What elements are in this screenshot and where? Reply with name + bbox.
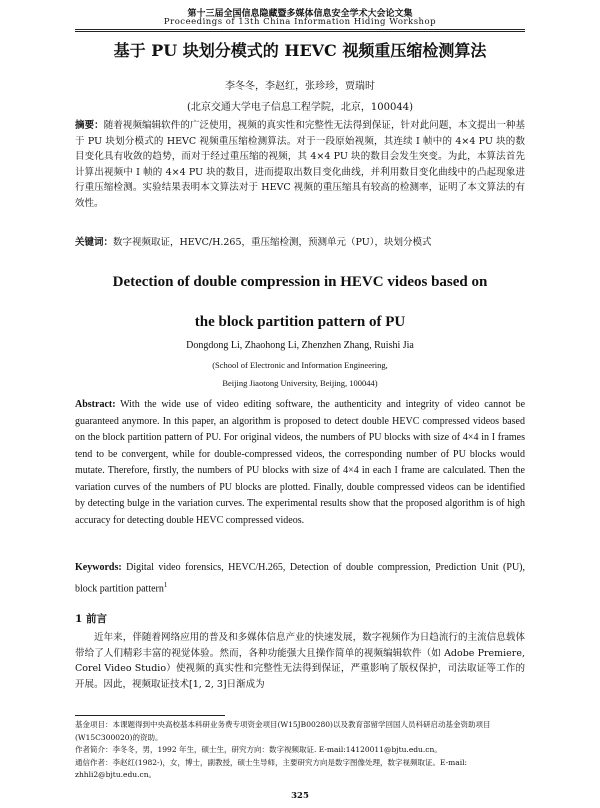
title-en-line2: the block partition pattern of PU [194, 314, 406, 330]
header-rule [75, 29, 525, 30]
footnote-author: 作者简介：李冬冬，男，1992 年生，硕士生，研究方向：数字视频取证. E-mail:14120011@bjtu.edu.cn。 [75, 745, 442, 754]
footnote-corresponding: 通信作者：李赵红(1982-)，女，博士，副教授，硕士生导师，主要研究方向是数字图像处理，数字视频取证。E-mail: zhhli2@bjtu.edu.cn。 [75, 757, 468, 779]
abstract-en-label: Abstract: [75, 399, 116, 410]
section-heading: 1 前言 [75, 613, 107, 625]
header-rule-double [75, 31, 525, 32]
keywords-en-text: Digital video forensics, HEVC/H.265, Detection of double compression, Prediction Unit (PU), block partition pattern [75, 562, 526, 594]
conference-header-cn: 第十三届全国信息隐藏暨多媒体信息安全学术大会论文集 [187, 9, 413, 19]
authors-en: Dongdong Li, Zhaohong Li, Zhenzhen Zhang, Ruishi Jia [186, 340, 414, 351]
footnote-marker: 1 [163, 580, 168, 589]
affiliation-en-line2: Beijing Jiaotong University, Beijing, 100044) [222, 378, 378, 388]
footnote-fund: 基金项目：本课题得到中央高校基本科研业务费专项资金项目(W15JB00280)以及教育部留学回国人员科研启动基金资助项目(W15C300020)的资助。 [75, 720, 491, 742]
keywords-en [75, 560, 525, 597]
title-en-line1: Detection of double compression in HEVC videos based on [112, 274, 488, 290]
keywords-cn [75, 235, 525, 251]
page-number: 325 [291, 791, 309, 801]
abstract-en [75, 397, 525, 529]
keywords-cn-text: 数字视频取证，HEVC/H.265，重压缩检测，预测单元（PU），块划分模式 [113, 237, 432, 248]
intro-paragraph: 近年来，伴随着网络应用的普及和多媒体信息产业的快速发展，数字视频作为日趋流行的主流信息载体带给了人们精彩丰富的视觉体验。然而，各种功能强大且操作简单的视频编辑软件（如 Adobe Premiere, Corel Video Studio）使视频的真实性和完整性无法得到保证，严重影响了版权保护，司法取证等工作的开展。因此，视频取证技术[1, 2, 3]日渐成为 [75, 632, 525, 690]
footnote-rule [75, 715, 225, 716]
title-cn: 基于 PU 块划分模式的 HEVC 视频重压缩检测算法 [113, 41, 487, 60]
footnote [75, 719, 525, 782]
abstract-en-text: With the wide use of video editing software, the authenticity and integrity of video cannot be guaranteed anymore. In this paper, an algorithm is proposed to detect double HEVC compressed videos based on the block partition pattern of PU. For original videos, the numbers of PU blocks with size of 4×4 in I frames tend to be convergent, while for double-compressed videos, the corresponding number of PU blocks would mutate. Therefore, firstly, the numbers of PU blocks with size of 4×4 in each I frame are calculated. Then the variation curves of the numbers of PU blocks are plotted. Finally, double compressed videos can be identified by detecting bulge in the variation curves. The experimental results show that the proposed algorithm is of high accuracy for detecting double HEVC compressed videos. [75, 399, 526, 526]
affiliation-en-line1: (School of Electronic and Information Engineering, [212, 360, 388, 370]
abstract-cn-text: 随着视频编辑软件的广泛使用，视频的真实性和完整性无法得到保证，针对此问题，本文提出一种基于 PU 块划分模式的 HEVC 视频重压缩检测算法。对于一段原始视频，其连续 I 帧中的 4×4 PU 块的数目变化具有收敛的趋势，而对于经过重压缩的视频，其 4×4 PU 块的数目会发生突变。为此，本算法首先计算出视频中 I 帧的 4×4 PU 块的数目，进而提取出数目变化曲线，并利用数目变化曲线中的凸起现象进行重压缩检测。实验结果表明本文算法对于 HEVC 视频的重压缩具有较高的检测率，证明了本文算法的有效性。 [75, 120, 525, 209]
proceedings-header-en: Proceedings of 13th China Information Hiding Workshop [163, 17, 437, 27]
affiliation-cn: (北京交通大学电子信息工程学院，北京，100044) [187, 102, 413, 113]
abstract-cn-label: 摘要： [75, 120, 104, 131]
keywords-cn-label: 关键词： [75, 237, 114, 248]
abstract-cn [75, 118, 525, 211]
keywords-en-label: Keywords: [75, 562, 122, 573]
authors-cn: 李冬冬，李赵红，张珍珍，贾瑞时 [225, 81, 375, 92]
